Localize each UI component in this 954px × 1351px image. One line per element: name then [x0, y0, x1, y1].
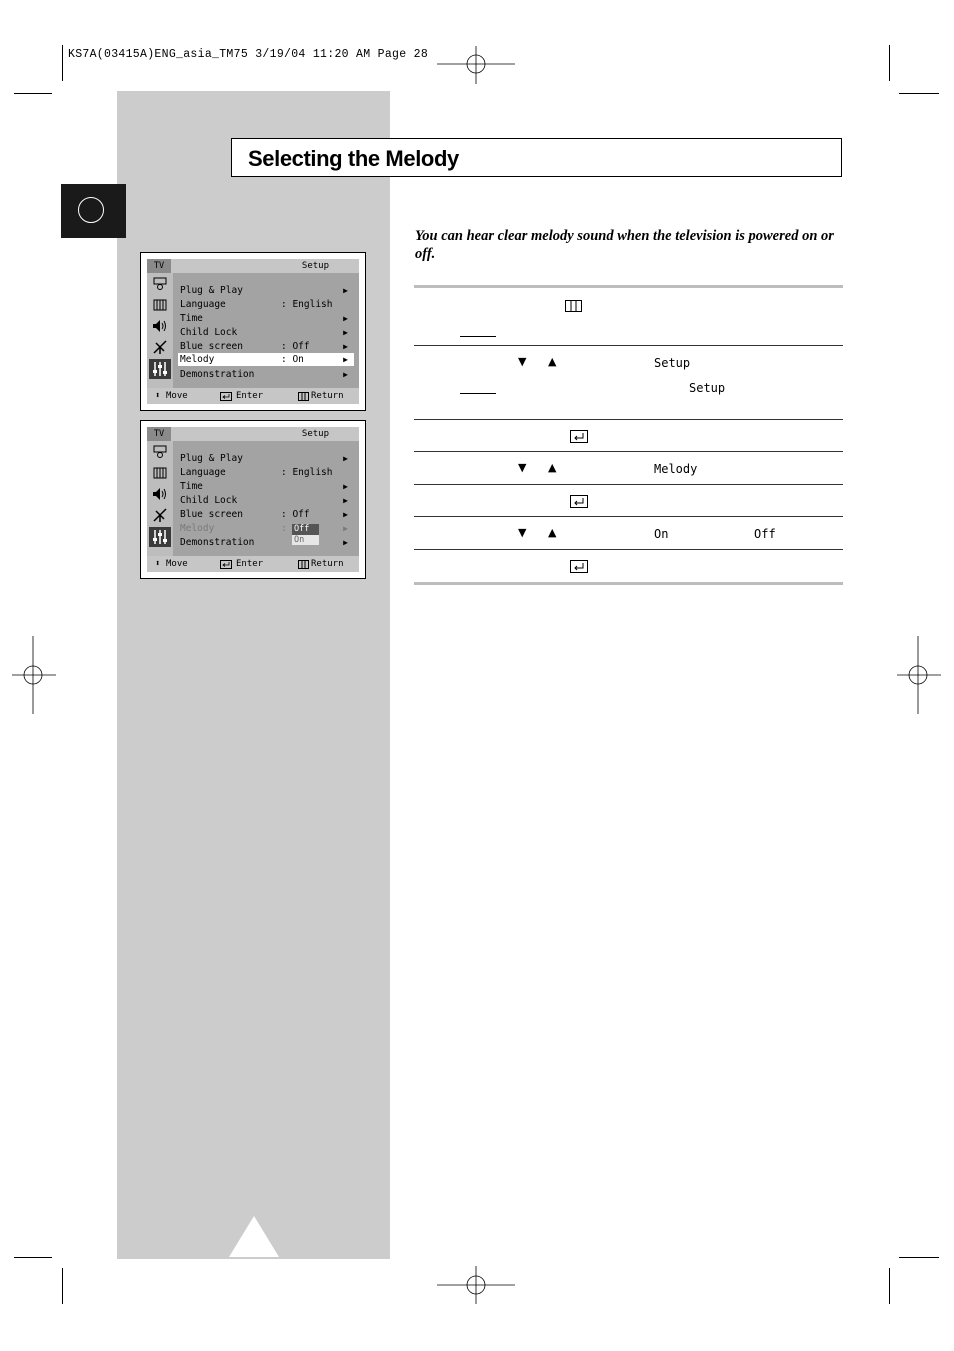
down-arrow-icon: ▼: [518, 355, 527, 368]
circle-icon: [78, 197, 104, 223]
up-arrow-icon: ▲: [548, 461, 557, 474]
right-arrow-icon: ▶: [343, 538, 348, 547]
down-arrow-icon: ▼: [518, 526, 527, 539]
step6-on-option: On: [654, 527, 669, 541]
enter-button-icon: [570, 560, 588, 573]
osd-row-value: :: [281, 523, 287, 534]
crop-mark: [62, 45, 63, 81]
osd-row-value: : English: [281, 299, 333, 310]
osd-footer-return: Return: [311, 559, 344, 569]
enter-button-icon: [570, 495, 588, 508]
enter-icon: [220, 392, 232, 401]
osd-row-label: Time: [180, 481, 203, 492]
osd-row-plug-play[interactable]: [180, 452, 354, 465]
updown-arrow-icon: ⬍: [155, 391, 161, 401]
up-arrow-icon: ▲: [548, 355, 557, 368]
osd-row-melody[interactable]: [180, 522, 354, 535]
osd-row-value: : English: [281, 467, 333, 478]
osd-source-label: TV: [147, 259, 171, 273]
option-on[interactable]: On: [292, 535, 319, 545]
osd-row-label: Plug & Play: [180, 453, 243, 464]
input-icon: [152, 276, 168, 292]
note-underline: [460, 393, 496, 394]
osd-menu: [147, 259, 359, 404]
menu-icon: [298, 560, 309, 569]
osd-footer: [147, 388, 359, 404]
osd-menu: [147, 427, 359, 572]
osd-row-label: Melody: [180, 354, 215, 365]
osd-row-label: Melody: [180, 523, 215, 534]
channel-icon: [152, 507, 168, 523]
osd-footer-enter: Enter: [236, 559, 264, 569]
osd-row-time[interactable]: [180, 312, 354, 325]
osd-title: Setup: [301, 429, 329, 439]
crop-mark: [14, 1257, 52, 1258]
osd-row-label: Child Lock: [180, 495, 238, 506]
page-triangle-marker: [229, 1216, 279, 1257]
osd-screen-melody-options: [140, 420, 366, 579]
osd-row-label: Time: [180, 313, 203, 324]
osd-header: [147, 427, 359, 441]
osd-source-label: TV: [147, 427, 171, 441]
setup-icon: [149, 359, 171, 379]
setup-icon: [149, 527, 171, 547]
crop-mark: [14, 93, 52, 94]
osd-footer-move: Move: [166, 391, 188, 401]
right-arrow-icon: ▶: [343, 496, 348, 505]
table-top-rule: [414, 285, 843, 288]
input-icon: [152, 444, 168, 460]
osd-row-label: Language: [180, 467, 226, 478]
osd-row-child-lock[interactable]: [180, 326, 354, 339]
enter-icon: [220, 560, 232, 569]
intro-text: You can hear clear melody sound when the television is powered on or off.: [415, 228, 834, 262]
step-divider: [414, 484, 843, 485]
right-arrow-icon: ▶: [343, 328, 348, 337]
right-arrow-icon: ▶: [343, 482, 348, 491]
crop-mark: [899, 1257, 939, 1258]
osd-row-label: Demonstration: [180, 537, 255, 548]
step6-off-option: Off: [754, 527, 776, 541]
osd-row-blue-screen[interactable]: [180, 340, 354, 353]
step2-setup-item: Setup: [654, 356, 691, 370]
right-arrow-icon: ▶: [343, 454, 348, 463]
osd-row-melody[interactable]: [178, 353, 354, 366]
crop-mark: [899, 93, 939, 94]
registration-mark-icon: [437, 46, 515, 84]
osd-row-value: : Off: [281, 341, 310, 352]
osd-row-child-lock[interactable]: [180, 494, 354, 507]
registration-mark-icon: [437, 1266, 515, 1304]
osd-row-label: Language: [180, 299, 226, 310]
step-divider: [414, 345, 843, 346]
osd-footer-return: Return: [311, 391, 344, 401]
osd-row-blue-screen[interactable]: [180, 508, 354, 521]
page-title: Selecting the Melody: [248, 146, 459, 171]
right-arrow-icon: ▶: [343, 524, 348, 533]
osd-row-language[interactable]: [180, 466, 354, 479]
osd-header: [147, 259, 359, 273]
osd-row-label: Blue screen: [180, 509, 243, 520]
registration-mark-icon: [12, 636, 56, 714]
step-divider: [414, 451, 843, 452]
osd-row-language[interactable]: [180, 298, 354, 311]
menu-icon: [298, 392, 309, 401]
crop-mark: [62, 1268, 63, 1304]
osd-row-label: Plug & Play: [180, 285, 243, 296]
enter-button-icon: [570, 430, 588, 443]
updown-arrow-icon: ⬍: [155, 559, 161, 569]
osd-footer: [147, 556, 359, 572]
step2-setup-note: Setup: [689, 381, 726, 395]
step-divider: [414, 549, 843, 550]
sound-icon: [152, 486, 168, 502]
right-arrow-icon: ▶: [343, 314, 348, 323]
osd-row-label: Blue screen: [180, 341, 243, 352]
section-tab: [61, 184, 126, 238]
osd-screen-setup: [140, 252, 366, 411]
osd-footer-move: Move: [166, 559, 188, 569]
registration-mark-icon: [897, 636, 941, 714]
up-arrow-icon: ▲: [548, 526, 557, 539]
osd-row-plug-play[interactable]: [180, 284, 354, 297]
melody-option-popup: [292, 524, 319, 545]
osd-title: Setup: [301, 261, 329, 271]
right-arrow-icon: ▶: [343, 510, 348, 519]
step4-melody-item: Melody: [654, 462, 698, 476]
right-arrow-icon: ▶: [343, 355, 348, 364]
osd-icon-column: [147, 273, 173, 388]
table-bottom-rule: [414, 582, 843, 585]
osd-row-time[interactable]: [180, 480, 354, 493]
step-divider: [414, 419, 843, 420]
crop-mark: [889, 45, 890, 81]
header-slug: KS7A(03415A)ENG_asia_TM75 3/19/04 11:20 AM Page 28: [68, 48, 429, 61]
osd-row-label: Child Lock: [180, 327, 238, 338]
osd-footer-enter: Enter: [236, 391, 264, 401]
right-arrow-icon: ▶: [343, 286, 348, 295]
down-arrow-icon: ▼: [518, 461, 527, 474]
crop-mark: [889, 1268, 890, 1304]
picture-icon: [152, 465, 168, 481]
sound-icon: [152, 318, 168, 334]
option-off[interactable]: Off: [292, 524, 319, 535]
right-arrow-icon: ▶: [343, 370, 348, 379]
osd-row-demonstration[interactable]: [180, 368, 354, 381]
channel-icon: [152, 339, 168, 355]
osd-row-label: Demonstration: [180, 369, 255, 380]
note-underline: [460, 336, 496, 337]
osd-row-demonstration[interactable]: [180, 536, 354, 549]
right-arrow-icon: ▶: [343, 342, 348, 351]
menu-button-icon: [565, 300, 582, 312]
osd-row-value: : On: [281, 354, 304, 365]
osd-row-value: : Off: [281, 509, 310, 520]
step-divider: [414, 516, 843, 517]
picture-icon: [152, 297, 168, 313]
page-title-box: [231, 138, 842, 177]
osd-icon-column: [147, 441, 173, 556]
